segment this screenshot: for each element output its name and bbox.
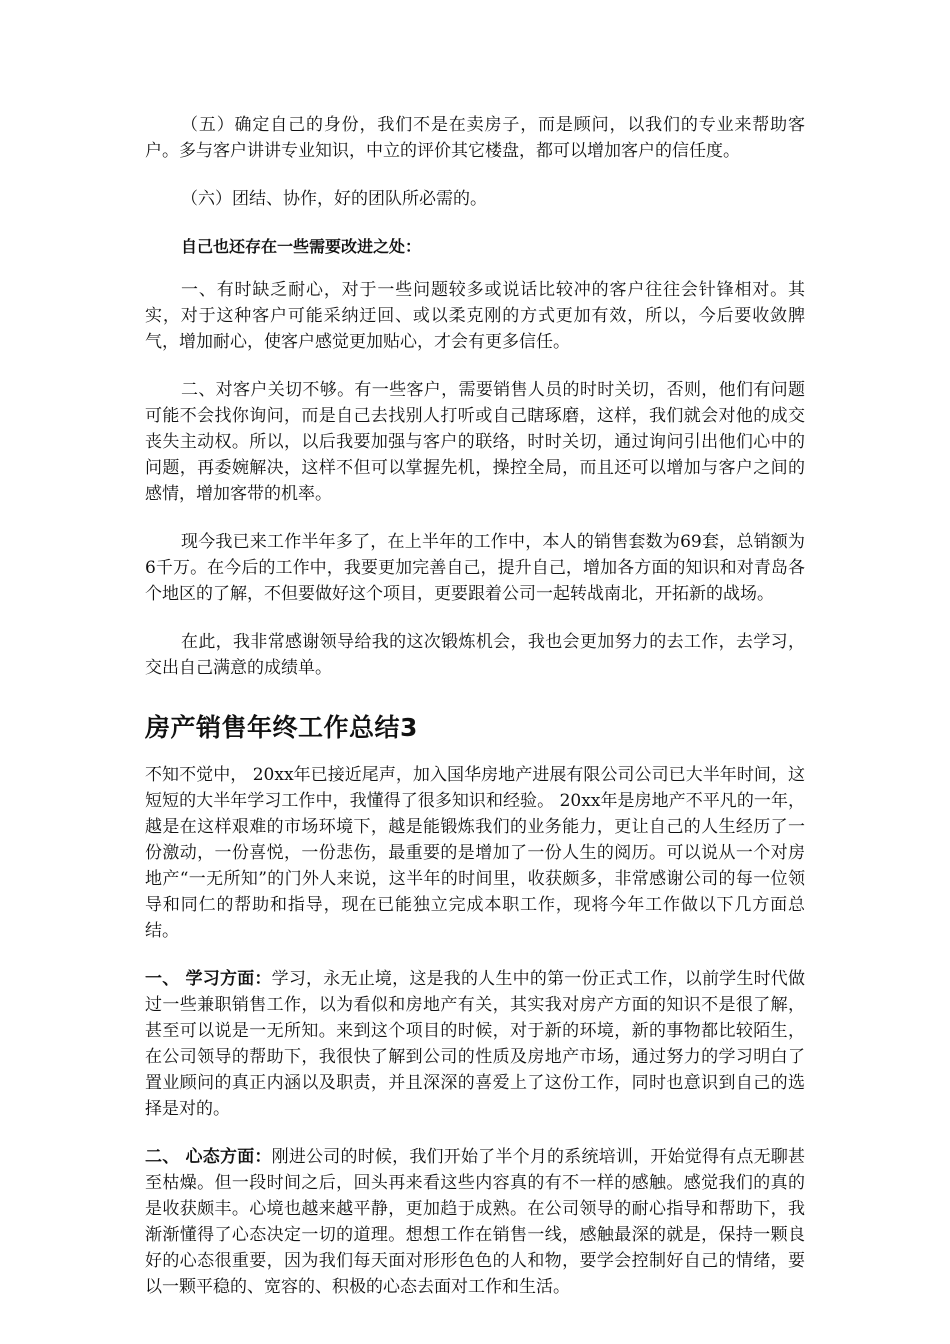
mindset-section	[145, 1144, 805, 1300]
thanks-paragraph: 在此，我非常感谢领导给我的这次锻炼机会，我也会更加努力的去工作，去学习，交出自己满意的成绩单。	[145, 632, 805, 678]
mindset-label: 二、 心态方面：	[145, 1147, 272, 1167]
mindset-text: 刚进公司的时候，我们开始了半个月的系统培训，开始觉得有点无聊甚至枯燥。但一段时间之后，回头再来看这些内容真的有不一样的感触。感觉我们的真的是收获颇丰。心境也越来越平静，更加趋于成熟。在公司领导的耐心指导和帮助下，我渐渐懂得了心态决定一切的道理。想想工作在销售一线，感触最深的就是，保持一颗良好的心态很重要，因为我们每天面对形形色色的人和物，要学会控制好自己的情绪，要以一颗平稳的、宽容的、积极的心态去面对工作和生活。	[145, 1147, 806, 1297]
learning-text: 学习，永无止境，这是我的人生中的第一份正式工作，以前学生时代做过一些兼职销售工作，以为看似和房地产有关，其实我对房产方面的知识不是很了解，甚至可以说是一无所知。来到这个项目的时候，对于新的环境，新的事物都比较陌生，在公司领导的帮助下，我很快了解到公司的性质及房地产市场，通过努力的学习明白了置业顾问的真正内涵以及职责，并且深深的喜爱上了这份工作，同时也意识到自己的选择是对的。	[145, 969, 806, 1119]
section-title: 房产销售年终工作总结3	[145, 713, 418, 742]
paragraph-five: （五）确定自己的身份，我们不是在卖房子，而是顾问，以我们的专业来帮助客户。多与客户讲讲专业知识，中立的评价其它楼盘，都可以增加客户的信任度。	[145, 115, 805, 161]
document-body	[145, 112, 805, 1300]
learning-section	[145, 966, 805, 1122]
improvement-heading: 自己也还存在一些需要改进之处：	[181, 237, 422, 256]
improvement-two: 二、对客户关切不够。有一些客户，需要销售人员的时时关切，否则，他们有问题可能不会找你询问，而是自己去找别人打听或自己瞎琢磨，这样，我们就会对他的成交丧失主动权。所以，以后我要加强与客户的联络，时时关切，通过询问引出他们心中的问题，再委婉解决，这样不但可以掌握先机，操控全局，而且还可以增加与客户之间的感情，增加客带的机率。	[145, 380, 805, 504]
summary-paragraph: 现今我已来工作半年多了，在上半年的工作中，本人的销售套数为69套，总销额为6千万。在今后的工作中，我要更加完善自己，提升自己，增加各方面的知识和对青岛各个地区的了解，不但要做好这个项目，更要跟着公司一起转战南北，开拓新的战场。	[145, 532, 805, 604]
intro-paragraph: 不知不觉中， 20xx年已接近尾声，加入国华房地产进展有限公司公司已大半年时间，这短短的大半年学习工作中，我懂得了很多知识和经验。 20xx年是房地产不平凡的一年，越是在这样艰难的市场环境下，越是能锻炼我们的业务能力，更让自己的人生经历了一份激动，一份喜悦，一份悲伤，最重要的是增加了一份人生的阅历。可以说从一个对房地产“一无所知”的门外人来说，这半年的时间里，收获颇多，非常感谢公司的每一位领导和同仁的帮助和指导，现在已能独立完成本职工作，现将今年工作做以下几方面总结。	[145, 765, 805, 941]
improvement-one: 一、有时缺乏耐心，对于一些问题较多或说话比较冲的客户往往会针锋相对。其实，对于这种客户可能采纳迂回、或以柔克刚的方式更加有效，所以，今后要收敛脾气，增加耐心，使客户感觉更加贴心，才会有更多信任。	[145, 280, 805, 352]
paragraph-six: （六）团结、协作，好的团队所必需的。	[181, 189, 487, 209]
learning-label: 一、 学习方面：	[145, 969, 272, 989]
